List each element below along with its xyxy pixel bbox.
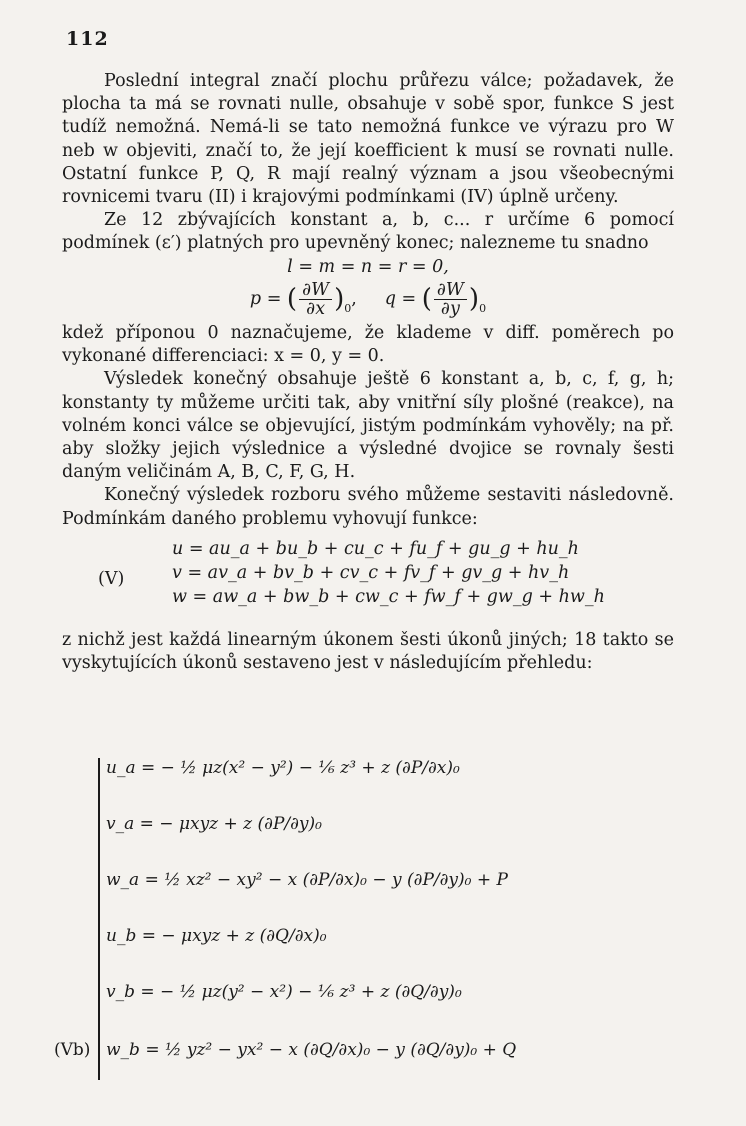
system-vb-line: v_b = − ½ μz(y² − x²) − ⅙ z³ + z (∂Q/∂y)₀ <box>106 982 462 1002</box>
system-v <box>62 537 674 623</box>
system-vb-line: w_a = ½ xz² − xy² − x (∂P/∂x)₀ − y (∂P/∂y)₀ + P <box>106 870 508 890</box>
system-vb-line: u_a = − ½ μz(x² − y²) − ⅙ z³ + z (∂P/∂x)₀ <box>106 758 460 778</box>
system-vb <box>36 758 676 1108</box>
paragraph-3: kdež příponou 0 naznačujeme, že klademe v diff. poměrech po vykonané differenciaci: x = 0, y = 0. <box>62 323 674 367</box>
system-vb-line: u_b = − μxyz + z (∂Q/∂x)₀ <box>106 926 327 946</box>
system-vb-line: w_b = ½ yz² − yx² − x (∂Q/∂x)₀ − y (∂Q/∂y)₀ + Q <box>106 1040 517 1060</box>
equation-l-m-n-r: l = m = n = r = 0, <box>287 256 449 277</box>
equation-p-q: p = ( $\frac{\partial W}{\partial x}$ )$_0$, q = ( $\frac{\partial W}{\partial y}$ )$_0$ <box>249 279 487 319</box>
paragraph-2: Ze 12 zbývajících konstant a, b, c... r určíme 6 pomocí podmínek (ε′) platných pro upevněný konec; nalezneme tu snadno <box>62 210 674 254</box>
body-text <box>62 70 674 675</box>
system-vb-bracket <box>98 758 110 1080</box>
paragraph-5: Konečný výsledek rozboru svého můžeme sestaviti následovně. Podmínkám daného problemu vyhovují funkce: <box>62 485 674 529</box>
paragraph-1: Poslední integral značí plochu průřezu válce; požadavek, že plocha ta má se rovnati nulle, obsahuje v sobě spor, funkce S jest tudíž nemožná. Nemá-li se tato nemožná funkce ve výrazu pro W neb w objeviti, značí to, že její koefficient k musí se rovnati nulle. Ostatní funkce P, Q, R mají realný význam a jsou všeobecnými rovnicemi tvaru (II) i krajovými podmínkami (IV) úplně určeny. <box>62 71 674 208</box>
system-v-line: u = au_a + bu_b + cu_c + fu_f + gu_g + hu_h <box>172 538 579 559</box>
system-v-label: (V) <box>98 568 125 589</box>
system-vb-label: (Vb) <box>54 1040 91 1060</box>
paragraph-4: Výsledek konečný obsahuje ještě 6 konstant a, b, c, f, g, h; konstanty ty můžeme určiti tak, aby vnitřní síly plošné (reakce), na volném konci válce se objevující, jistým podmínkám vyhověly; na př. aby složky jejich výslednice a výsledné dvojice se rovnaly šesti daným veličinám A, B, C, F, G, H. <box>62 369 674 483</box>
system-v-line: v = av_a + bv_b + cv_c + fv_f + gv_g + hv_h <box>172 562 570 583</box>
system-v-line: w = aw_a + bw_b + cw_c + fw_f + gw_g + hw_h <box>172 586 605 607</box>
page-number: 112 <box>66 28 109 50</box>
system-v-lines <box>172 537 605 609</box>
system-vb-line: v_a = − μxyz + z (∂P/∂y)₀ <box>106 814 322 834</box>
paragraph-6: z nichž jest každá linearným úkonem šesti úkonů jiných; 18 takto se vyskytujících úkonů sestaveno jest v následujícím přehledu: <box>62 629 674 674</box>
